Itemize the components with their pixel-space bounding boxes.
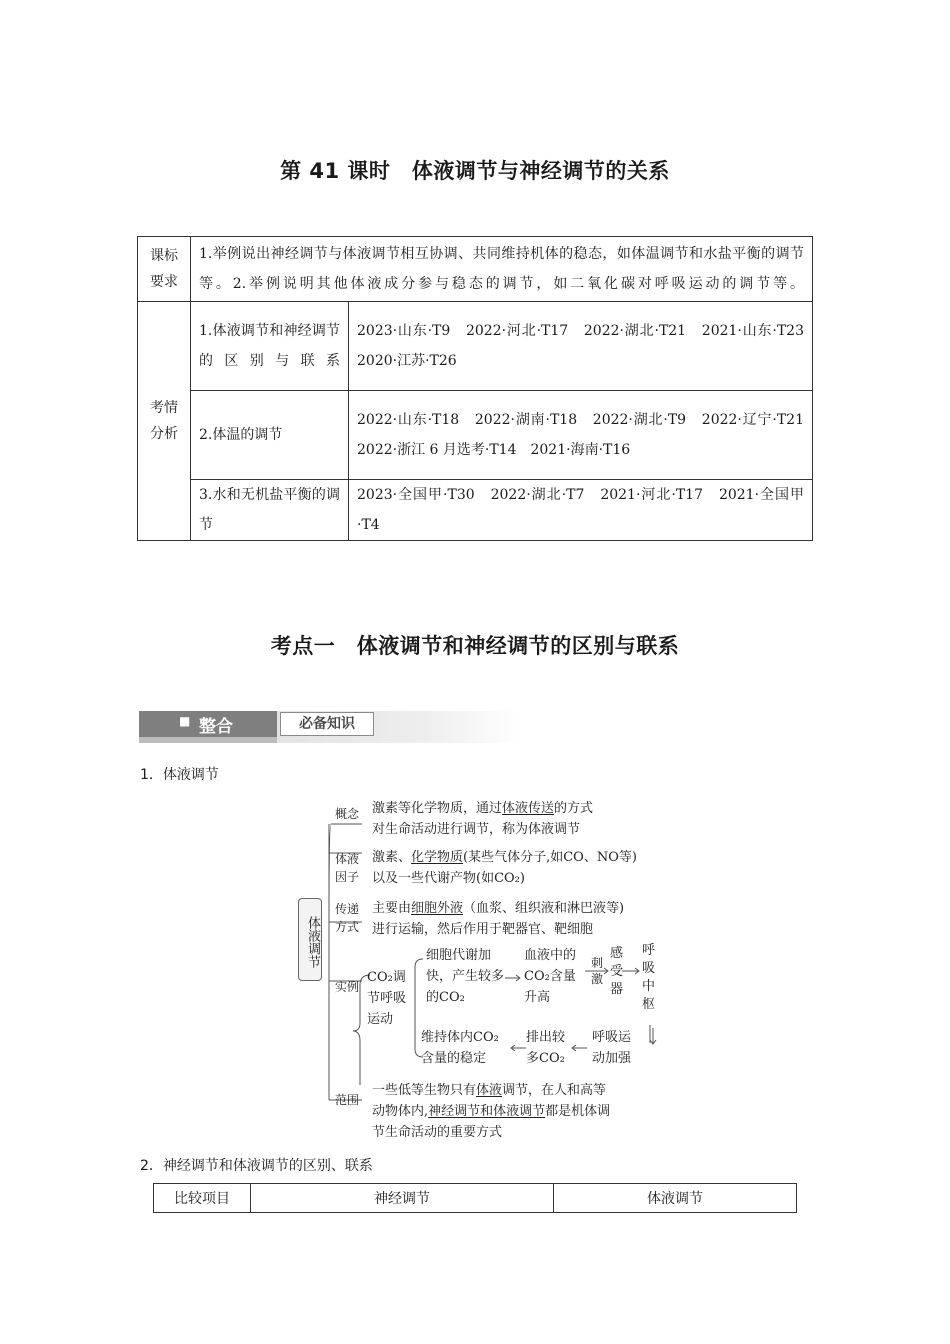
refs-line: 2022·山东·T18 2022·湖南·T18 2022·湖北·T9 2022·辽宁·T21: [357, 412, 804, 428]
scope-line: 节生命活动的重要方式: [372, 1125, 503, 1140]
header-analysis: 考情分析: [138, 302, 191, 541]
text: 的方式: [554, 801, 594, 816]
branch-concept: [372, 798, 593, 840]
example-center: 呼吸中枢: [642, 943, 656, 1012]
subheading-comparison: 2．神经调节和体液调节的区别、联系: [140, 1158, 373, 1174]
example-topic: CO₂调节呼吸运动: [367, 970, 407, 1027]
topic-cell: 3.水和无机盐平衡的调节: [191, 480, 349, 541]
scope-line: [372, 1080, 610, 1101]
example-step4: 呼吸运动加强: [592, 1030, 632, 1066]
table-row: [138, 237, 813, 302]
concept-line: [372, 798, 593, 819]
scope-line: [372, 1101, 610, 1122]
humoral-mindmap: [295, 795, 675, 1145]
text: 激素等化学物质，通过: [372, 801, 503, 816]
section-title: 考点一 体液调节和神经调节的区别与联系: [270, 634, 680, 658]
branch-transport: [372, 898, 624, 940]
text: (某些气体分子,如CO、NO等): [463, 850, 637, 865]
example-step1: 细胞代谢加快，产生较多的CO₂: [426, 948, 505, 1005]
section-banner: [139, 711, 521, 743]
branch-label-factors: 体液因子: [335, 852, 360, 884]
example-receptor: 感受器: [610, 946, 624, 997]
example-step6: 维持体内CO₂含量的稳定: [421, 1030, 499, 1066]
factors-line: 以及一些代谢产物(如CO₂): [372, 871, 525, 886]
refs-cell: [349, 391, 813, 480]
text: 动物体内,: [372, 1104, 429, 1119]
underlined-keyword: 化学物质: [411, 850, 464, 865]
underlined-keyword: 神经调节和体液调节: [428, 1104, 546, 1119]
example-stimulus: 刺激: [591, 956, 604, 986]
branch-label-transport: 传递方式: [335, 902, 360, 934]
branch-label-example: 实例: [335, 980, 360, 994]
refs-line: 2023·全国甲·T30 2022·湖北·T7 2021·河北·T17 2021·全国甲·T4: [357, 487, 804, 533]
text: 主要由: [372, 901, 412, 916]
banner-label: 整合: [199, 717, 233, 737]
underlined-keyword: 体液: [476, 1083, 503, 1098]
topic-cell: 2.体温的调节: [191, 391, 349, 480]
underlined-keyword: 体液传送: [502, 801, 555, 816]
mindmap-root: 体液调节: [298, 898, 322, 981]
branch-label-scope: 范围: [335, 1093, 360, 1107]
refs-cell: [349, 480, 813, 541]
refs-line: 2022·浙江 6 月选考·T14 2021·海南·T16: [357, 442, 631, 458]
transport-line: [372, 898, 624, 919]
table-header-cell: 比较项目: [154, 1184, 251, 1213]
table-row: [154, 1184, 797, 1213]
subheading-humoral: 1．体液调节: [140, 767, 219, 783]
table-header-cell: 神经调节: [251, 1184, 554, 1213]
refs-cell: [349, 302, 813, 391]
refs-line: 2023·山东·T9 2022·河北·T17 2022·湖北·T21 2021·山东·T23: [357, 323, 804, 339]
refs-line: 2020·江苏·T26: [357, 353, 457, 369]
table-row: [138, 302, 813, 391]
example-step5: 排出较多CO₂: [526, 1030, 566, 1066]
requirements-text: 1.举例说出神经调节与体液调节相互协调、共同维持机体的稳态，如体温调节和水盐平衡的调节等。2.举例说明其他体液成分参与稳态的调节，如二氧化碳对呼吸运动的调节等。: [191, 237, 813, 302]
text: 激素、: [372, 850, 412, 865]
text: （血浆、组织液和淋巴液等): [463, 901, 625, 916]
header-curriculum: 课标要求: [138, 237, 191, 302]
factors-line: [372, 847, 637, 868]
table-row: [138, 480, 813, 541]
table-row: [138, 391, 813, 480]
text: 一些低等生物只有: [372, 1083, 477, 1098]
square-icon: ■: [179, 714, 191, 728]
table-header-cell: 体液调节: [554, 1184, 797, 1213]
branch-label-concept: 概念: [335, 807, 360, 821]
text: 调节，在人和高等: [502, 1083, 607, 1098]
text: 都是机体调: [545, 1104, 611, 1119]
branch-factors: [372, 847, 637, 889]
topic-cell: 1.体液调节和神经调节的区别与联系: [191, 302, 349, 391]
comparison-table: [153, 1183, 797, 1213]
branch-scope: [372, 1080, 610, 1143]
example-step2: 血液中的CO₂含量升高: [524, 948, 577, 1005]
requirements-table: [137, 236, 813, 541]
concept-line: 对生命活动进行调节，称为体液调节: [372, 822, 581, 837]
page-title: 第 41 课时 体液调节与神经调节的关系: [280, 159, 670, 183]
underlined-keyword: 细胞外液: [411, 901, 464, 916]
banner-tag: 必备知识: [280, 712, 374, 736]
transport-line: 进行运输，然后作用于靶器官、靶细胞: [372, 922, 594, 937]
